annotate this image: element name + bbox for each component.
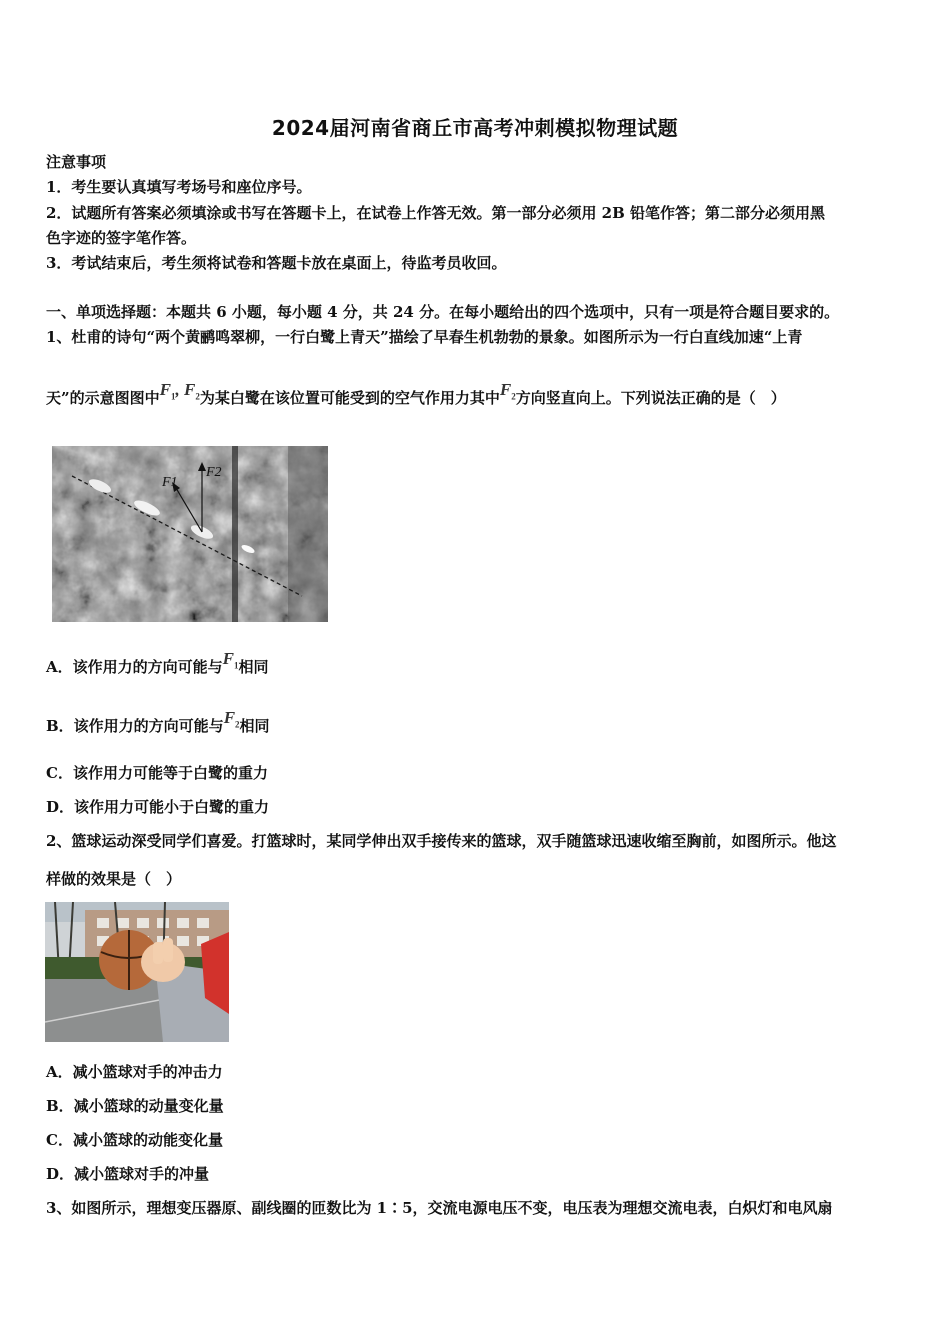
formula-f2: $F_2$ <box>499 380 516 402</box>
q1-stem-part-a: 天”的示意图图中 <box>46 389 160 407</box>
q1-option-b-suffix: 相同 <box>239 717 270 735</box>
q1-stem-part-b: 为某白鹭在该位置可能受到的空气作用力其中 <box>199 389 500 407</box>
fig-label-f2: F2 <box>206 465 222 480</box>
q1-stem-line2 <box>46 380 786 414</box>
q1-stem-part-c: 方向竖直向上。下列说法正确的是（ ） <box>515 389 786 407</box>
q1-option-a <box>46 649 269 683</box>
section-heading: 一、单项选择题：本题共 6 小题，每小题 4 分，共 24 分。在每小题给出的四个选项中，只有一项是符合题目要求的。 <box>46 303 840 321</box>
notice-item-3: 3．考试结束后，考生须将试卷和答题卡放在桌面上，待监考员收回。 <box>46 254 507 272</box>
q2-option-a: A．减小篮球对手的冲击力 <box>46 1063 223 1081</box>
notice-item-2-cont: 色字迹的签字笔作答。 <box>46 229 197 247</box>
q1-stem-line1: 1、杜甫的诗句“两个黄鹂鸣翠柳，一行白鹭上青天”描绘了早春生机勃勃的景象。如图所示为一行白直线加速“上青 <box>46 328 803 346</box>
formula-f2-b: $F_2$ <box>223 708 240 730</box>
egret-figure <box>52 446 328 622</box>
q2-option-c: C．减小篮球的动能变化量 <box>46 1131 223 1149</box>
q2-stem-line2: 样做的效果是（ ） <box>46 870 182 888</box>
q2-option-b: B．减小篮球的动量变化量 <box>46 1097 224 1115</box>
q3-stem-line1: 3、如图所示，理想变压器原、副线圈的匝数比为 1∶5，交流电源电压不变，电压表为理想交流电表，白炽灯和电风扇 <box>46 1199 833 1217</box>
fig-label-f1: F1 <box>162 475 178 490</box>
q2-stem-line1: 2、篮球运动深受同学们喜爱。打篮球时，某同学伸出双手接传来的篮球，双手随篮球迅速收缩至胸前，如图所示。他这 <box>46 832 837 850</box>
basketball-figure <box>45 902 229 1042</box>
notice-item-1: 1．考生要认真填写考场号和座位序号。 <box>46 178 312 196</box>
q2-option-d: D．减小篮球对手的冲量 <box>46 1165 210 1183</box>
page-title: 2024届河南省商丘市高考冲刺模拟物理试题 <box>271 116 679 140</box>
formula-f1: $F_1$ <box>222 649 239 671</box>
q1-option-c: C．该作用力可能等于白鹭的重力 <box>46 764 268 782</box>
q1-option-a-text: A．该作用力的方向可能与 <box>46 658 223 676</box>
formula-f1-f2: $F_1$, $F_2$ <box>159 380 200 402</box>
q1-option-a-suffix: 相同 <box>238 658 269 676</box>
q1-option-b-text: B．该作用力的方向可能与 <box>46 717 224 735</box>
q1-option-b <box>46 708 270 742</box>
notice-item-2: 2．试题所有答案必须填涂或书写在答题卡上，在试卷上作答无效。第一部分必须用 2B 铅笔作答；第二部分必须用黑 <box>46 204 826 222</box>
notice-heading: 注意事项 <box>46 153 107 171</box>
q1-option-d: D．该作用力可能小于白鹭的重力 <box>46 798 270 816</box>
